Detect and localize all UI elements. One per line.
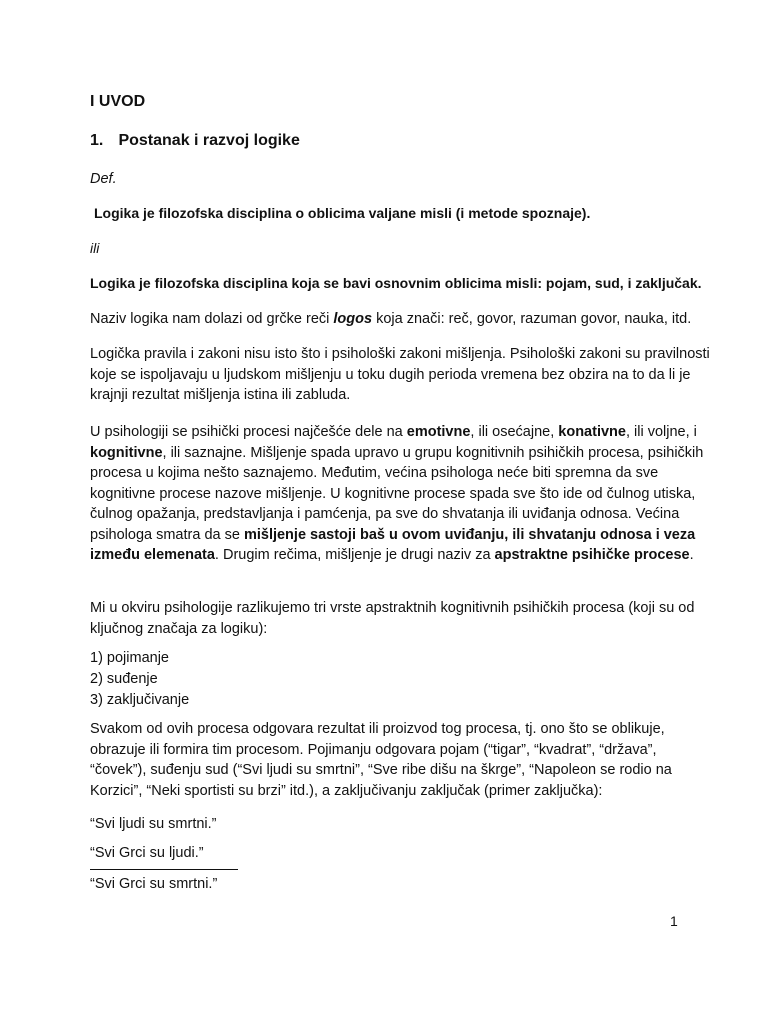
list-item: 3) zaključivanje [90,692,190,708]
definition-label: Def. [90,171,117,187]
text-span: psihologa smatra da se [90,526,244,543]
process-list [90,648,189,711]
text-span: Naziv logika nam dolazi od grčke reči [90,311,334,327]
text-span: , ili osećajne, [470,424,559,440]
text-line: Svakom od ovih procesa odgovara rezultat ili proizvod tog procesa, tj. ono što se oblikuje, [90,721,665,737]
text-span: . Drugim rečima, mišljenje je drugi naziv za [214,547,495,563]
text-span: koja znači: reč, govor, razuman govor, nauka, itd. [372,311,692,327]
text-line [90,545,694,566]
text-line: procesa u kojima nešto saznajemo. Međutim, većina psihologa neće biti spremna da sve [90,465,659,481]
text-span: . [689,547,694,563]
paragraph-psychology [90,422,704,566]
logos-term: logos [333,311,373,327]
text-line: čulnog opažanja, predstavljanja i pamćenja, pa sve do shvatanja ili uviđanja odnosa. Većina [90,506,680,522]
syllogism-premise-major: “Svi ljudi su smrtni.” [90,816,217,832]
text-line: krajnji rezultat mišljenja istina ili zabluda. [90,387,351,403]
section-heading [90,132,300,150]
paragraph-three-types [90,598,695,639]
text-line [90,422,697,443]
list-item: 1) pojimanje [90,650,169,666]
list-item: 2) suđenje [90,671,158,687]
term-abstract-processes: apstraktne psihičke procese [494,547,690,563]
section-number: 1. [90,132,104,149]
text-line: Logička pravila i zakoni nisu isto što i psihološki zakoni mišljenja. Psihološki zakoni su pravilnosti [90,346,710,362]
text-line: Korzici”, “Neki sportisti su brzi” itd.), a zaključivanju zaključak (primer zaključka): [90,782,603,799]
paragraph-results [90,719,690,801]
page-number: 1 [670,913,678,929]
chapter-heading: I UVOD [90,93,146,110]
emphasis-thinking: mišljenje sastoji baš u ovom uviđanju, ili shvatanju odnosa i veza [243,526,696,543]
text-span: , ili voljne, i [625,424,697,440]
text-line: ključnog značaja za logiku): [90,620,268,637]
text-line [90,525,696,546]
definition-one: Logika je filozofska disciplina o oblicima valjane misli (i metode spoznaje). [94,205,591,221]
syllogism-divider [90,869,238,870]
term-kognitivne: kognitivne [90,444,163,461]
text-line: Mi u okviru psihologije razlikujemo tri vrste apstraktnih kognitivnih psihičkih procesa (koji su od [90,600,695,616]
text-span: U psihologiji se psihički procesi najčešće dele na [90,424,407,440]
section-title: Postanak i razvoj logike [118,132,300,149]
text-line: kognitivne procese nazove mišljenje. U kognitivne procese spada sve što ide od čulnog utiska, [90,485,696,502]
text-line: koje se ispoljavaju u ljudskom mišljenju u toku dugih perioda vremena bez obzira na to da li je [90,366,691,383]
paragraph-rules [90,344,710,406]
term-konativne: konativne [558,424,626,440]
text-span: , ili saznajne. Mišljenje spada upravo u grupu kognitivnih psihičkih procesa, psihičkih [162,444,704,461]
syllogism-premise-minor: “Svi Grci su ljudi.” [90,845,204,861]
text-line: obrazuje ili formira tim procesom. Pojimanju odgovara pojam (“tigar”, “kvadrat”, “država”, [90,741,657,758]
paragraph-logos [90,309,690,330]
syllogism-conclusion: “Svi Grci su smrtni.” [90,876,218,892]
definition-two: Logika je filozofska disciplina koja se bavi osnovnim oblicima misli: pojam, sud, i zaključak. [90,275,702,291]
text-line: “čovek”), suđenju sud (“Svi ljudi su smrtni”, “Sve ribe dišu na škrge”, “Napoleon se rodio na [90,762,672,778]
emphasis-elements: između elemenata [90,547,215,563]
term-emotivne: emotivne [406,424,471,440]
text-line [90,443,704,464]
or-label: ili [90,240,100,256]
